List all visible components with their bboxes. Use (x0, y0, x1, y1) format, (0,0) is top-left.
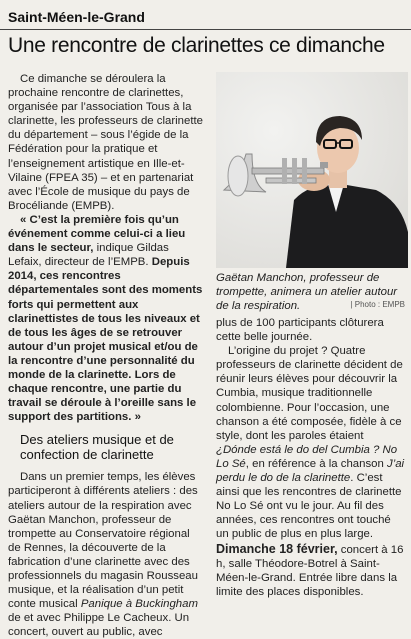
ateliers-paragraph (8, 470, 205, 639)
kicker-divider (0, 29, 411, 30)
quote-paragraph (8, 213, 205, 424)
event-paragraph (216, 542, 406, 599)
continuation-paragraph: plus de 100 participants clôturera cette belle journée. (216, 317, 384, 344)
ateliers-text: Dans un premier temps, les élèves participeront à différents ateliers : des ateliers autour de la respiration avec Gaëtan Manchon, professeur de trompette au Conservatoire régional de Rennes, la découverte de la fabrication d’une clarinette avec des professionnels du magasin Rousseau musique, et la réalisation d’un petit conte musical (8, 471, 198, 611)
conte-title: Panique à Buckingham (80, 598, 198, 611)
quote-part1: « C’est la première fois qu’un événement comme celui-ci a lieu dans le secteur, (8, 213, 186, 255)
event-date: Dimanche 18 février, (216, 541, 338, 556)
left-column (8, 72, 205, 639)
ateliers-end: de et avec Philippe Le Cacheux. Un concert, ouvert au public, avec (8, 612, 190, 639)
origine-paragraph (216, 344, 406, 541)
origine-mid: , en référence à la chanson (245, 457, 387, 470)
quote-attribution: indique Gildas Lefaix, directeur de l’EMPB. (8, 242, 169, 269)
origine-end: . C’est ainsi que les rencontres de clarinette No Lo Sé ont vu le jour. Au fil des années, ces rencontres ont touché un public de plus en plus large. (216, 472, 402, 541)
song-title-1: ¿Dónde está le do del Cumbia ? No Lo Sé (216, 443, 398, 470)
trumpet-player-photo (216, 72, 408, 268)
song-title-2: J’ai perdu le do de la clarinette (216, 457, 405, 485)
photo-credit: | Photo : EMPB (350, 300, 405, 309)
intro-paragraph: Ce dimanche se déroulera la prochaine rencontre de clarinettes, organisée par l’association Tous à la clarinette, les professeurs de clarinette du département – sous l’égide de la Fédération pour la pratique et l’enseignement artistique en Ille-et-Vilaine (FPEA 35) – et en partenariat avec l’École de musique du pays de Brocéliande (EMPB). (8, 73, 204, 212)
quote-part2: Depuis 2014, ces rencontres départementales sont des moments forts qui permettent aux clarinettistes de tous les niveaux et de tous les âges de se retrouver autour d’un projet musical et/ou de la rencontre d’une personnalité du monde de la clarinette. Lors de chaque rencontre, une partie du travail se déroule à l’oreille sans le support des partitions. » (8, 256, 203, 424)
event-details: concert à 16 h, salle Théodore-Botrel à Saint-Méen-le-Grand. Entrée libre dans la limite des places disponibles. (216, 543, 404, 598)
section-subhead: Des ateliers musique et de confection de clarinette (20, 432, 174, 463)
headline: Une rencontre de clarinettes ce dimanche (8, 34, 385, 57)
trumpet-player-illustration (216, 72, 408, 268)
photo-caption: Gaëtan Manchon, professeur de trompette, animera un atelier autour de la respiration. (216, 272, 398, 312)
kicker-location: Saint-Méen-le-Grand (8, 9, 145, 25)
right-column (216, 316, 406, 599)
origine-start: L’origine du projet ? Quatre professeurs de clarinette décident de réunir leurs élèves pour découvrir la Cumbia, musique traditionnelle colombienne. Pour l’occasion, une chanson a été composée, fidèle à ce style, dont les paroles étaient (216, 345, 403, 442)
